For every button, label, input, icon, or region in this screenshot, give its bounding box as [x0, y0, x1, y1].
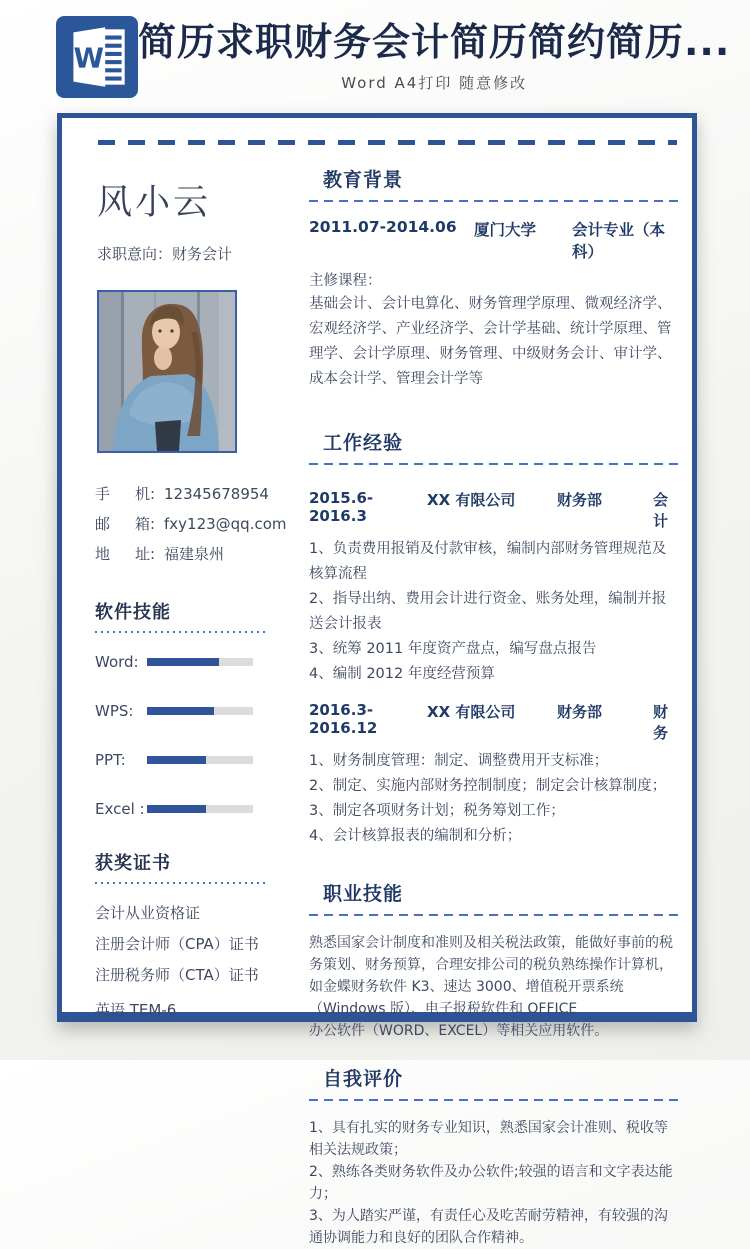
self-evaluation-item: 1、具有扎实的财务专业知识，熟悉国家会计准则、税收等相关法规政策；	[309, 1120, 668, 1158]
section-self-evaluation	[309, 1064, 678, 1249]
job-duty: 4、编制 2012 年度经营预算	[309, 666, 495, 682]
certificate-item: 注册会计师（CPA）证书	[95, 935, 259, 953]
word-app-icon	[56, 16, 138, 98]
svg-text:W: W	[73, 41, 105, 75]
job-role: 会计	[653, 491, 669, 530]
job-period: 2016.3-2016.12	[309, 701, 378, 737]
self-evaluation-heading: 自我评价	[323, 1068, 404, 1090]
self-evaluation-item: 3、为人踏实严谨，有责任心及吃苦耐劳精神，有较强的沟通协调能力和良好的团队合作精神。	[309, 1208, 668, 1246]
header-text-block	[138, 16, 730, 93]
skill-row-excel	[95, 800, 267, 818]
section-work-experience	[309, 428, 678, 849]
job-company: XX 有限公司	[427, 491, 516, 509]
job-duty: 1、负责费用报销及付款审核，编制内部财务管理规范及核算流程	[309, 541, 667, 582]
job-objective: 求职意向：财务会计	[97, 245, 233, 263]
job-2-title	[309, 701, 678, 743]
job-role: 财务	[653, 703, 669, 742]
contact-email-value: fxy123@qq.com	[164, 515, 287, 533]
skill-bar-wps	[147, 707, 253, 715]
skill-label: WPS:	[95, 702, 134, 720]
section-certificates	[95, 849, 267, 1020]
job-department: 财务部	[557, 703, 603, 721]
dotted-divider	[95, 631, 265, 633]
page-title: 简历求职财务会计简历简约简历...	[138, 20, 731, 64]
job-duty: 4、会计核算报表的编制和分析；	[309, 828, 522, 844]
resume-sheet	[57, 113, 697, 1246]
skill-label: Word:	[95, 653, 139, 671]
professional-skills-text: 熟悉国家会计制度和准则及相关税法政策，能做好事前的税务策划、财务预算，合理安排公司的税负熟练操作计算机，如金蝶财务软件 K3、速达 3000、增值税开票系统（Windows 版）、电子报税软件和 OFFICE	[309, 935, 673, 1017]
job-duty: 3、制定各项财务计划；税务筹划工作；	[309, 803, 565, 819]
resume-right-column	[309, 165, 680, 1249]
job-duty: 2、制定、实施内部财务控制制度；制定会计核算制度；	[309, 778, 667, 794]
certificate-item: 注册税务师（CTA）证书	[95, 966, 259, 984]
education-school: 厦门大学	[474, 221, 537, 239]
education-major: 会计专业（本科）	[572, 221, 666, 261]
section-software-skills	[95, 598, 267, 818]
software-skills-heading: 软件技能	[95, 602, 171, 623]
contact-address-label: 地	[95, 545, 111, 563]
resume-left-column	[95, 165, 287, 1249]
page-subtitle: Word A4打印 随意修改	[341, 73, 528, 92]
job-department: 财务部	[557, 491, 603, 509]
profile-photo	[97, 290, 237, 453]
contact-email: 邮 箱: fxy123@qq.com	[95, 515, 287, 533]
skill-row-wps	[95, 702, 267, 720]
dashed-divider	[309, 200, 678, 202]
job-duty: 3、统筹 2011 年度资产盘点，编写盘点报告	[309, 641, 597, 657]
contact-address: 地 址: 福建泉州	[95, 545, 225, 563]
skill-bar-excel	[147, 805, 253, 813]
courses-text: 基础会计、会计电算化、财务管理学原理、微观经济学、宏观经济学、产业经济学、会计学基础、统计学原理、管理学、会计学原理、财务管理、中级财务会计、审计学、成本会计学、管理会计学等	[309, 296, 672, 387]
certificate-item: 会计从业资格证	[95, 904, 201, 922]
skill-bar-word	[147, 658, 253, 666]
work-experience-heading: 工作经验	[323, 432, 404, 454]
dotted-divider	[95, 882, 265, 884]
dashed-divider	[309, 463, 678, 465]
courses-label: 主修课程：	[309, 273, 382, 289]
skill-label: Excel :	[95, 800, 145, 818]
dashed-divider	[309, 914, 678, 916]
education-entry	[309, 218, 678, 262]
skill-row-ppt	[95, 751, 267, 769]
contact-list	[95, 483, 287, 564]
job-period: 2015.6-2016.3	[309, 489, 374, 525]
skill-bar-ppt	[147, 756, 253, 764]
top-dashed-divider	[98, 140, 677, 145]
section-education	[309, 165, 678, 392]
job-1-title	[309, 489, 678, 531]
dashed-divider	[309, 1099, 678, 1101]
certificate-item: 英语 TEM-6	[95, 1001, 177, 1019]
resume-columns	[95, 165, 680, 1249]
contact-phone-value: 12345678954	[164, 485, 269, 503]
contact-address-value: 福建泉州	[164, 545, 225, 563]
self-evaluation-item: 2、熟练各类财务软件及办公软件;较强的语言和文字表达能力；	[309, 1164, 673, 1202]
contact-phone: 手 机: 12345678954	[95, 485, 269, 503]
section-professional-skills	[309, 879, 678, 1042]
contact-email-label: 邮	[95, 515, 111, 533]
job-duty: 2、指导出纳、费用会计进行资金、账务处理，编制并报送会计报表	[309, 591, 667, 632]
skill-row-word	[95, 653, 267, 671]
contact-phone-label: 手	[95, 485, 111, 503]
professional-skills-text: 办公软件（WORD、EXCEL）等相关应用软件。	[309, 1023, 609, 1039]
professional-skills-heading: 职业技能	[323, 883, 404, 905]
candidate-name: 风小云	[97, 183, 212, 223]
listing-header	[0, 0, 750, 96]
skill-label: PPT:	[95, 751, 126, 769]
certificates-heading: 获奖证书	[95, 853, 171, 874]
job-duty: 1、财务制度管理：制定、调整费用开支标准；	[309, 753, 609, 769]
education-heading: 教育背景	[323, 169, 404, 191]
education-period: 2011.07-2014.06	[309, 218, 457, 236]
job-company: XX 有限公司	[427, 703, 516, 721]
